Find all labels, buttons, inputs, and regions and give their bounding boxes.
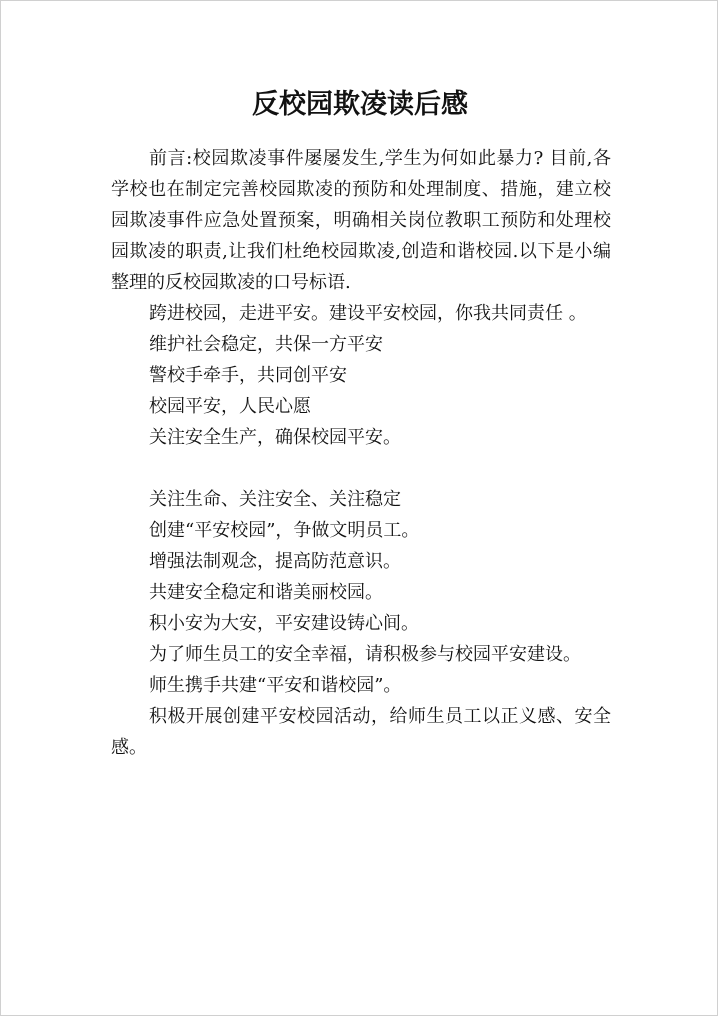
- slogan-paragraph: 跨进校园，走进平安。建设平安校园，你我共同责任 。: [149, 303, 587, 324]
- slogan-paragraph: 积极开展创建平安校园活动，给师生员工以正义感、安全感。: [111, 706, 611, 758]
- slogan-line: 维护社会稳定，共保一方平安: [149, 334, 383, 355]
- slogan-line: 师生携手共建“平安和谐校园”。: [149, 675, 402, 696]
- slogan-line: 创建“平安校园”，争做文明员工。: [149, 520, 420, 541]
- document-body: [111, 143, 611, 763]
- slogan-line: 警校手牵手，共同创平安: [149, 365, 347, 386]
- slogan-line: 关注安全生产，确保校园平安。: [149, 427, 401, 448]
- slogan-line: 校园平安，人民心愿: [149, 396, 311, 417]
- slogan-line: 关注生命、关注安全、关注稳定: [149, 489, 401, 510]
- slogan-line: 为了师生员工的安全幸福，请积极参与校园平安建设。: [149, 644, 581, 665]
- slogan-line: 积小安为大安，平安建设铸心间。: [149, 613, 419, 634]
- document-title: 反校园欺凌读后感: [252, 89, 468, 120]
- slogan-line: 共建安全稳定和谐美丽校园。: [149, 582, 383, 603]
- intro-paragraph: 前言:校园欺凌事件屡屡发生,学生为何如此暴力? 目前,各学校也在制定完善校园欺凌的预防和处理制度、措施，建立校园欺凌事件应急处置预案，明确相关岗位教职工预防和处理校园欺凌的职责,让我们杜绝校园欺凌,创造和谐校园.以下是小编整理的反校园欺凌的口号标语.: [111, 148, 611, 293]
- slogan-line: 增强法制观念，提高防范意识。: [149, 551, 401, 572]
- blank-line: [111, 453, 611, 484]
